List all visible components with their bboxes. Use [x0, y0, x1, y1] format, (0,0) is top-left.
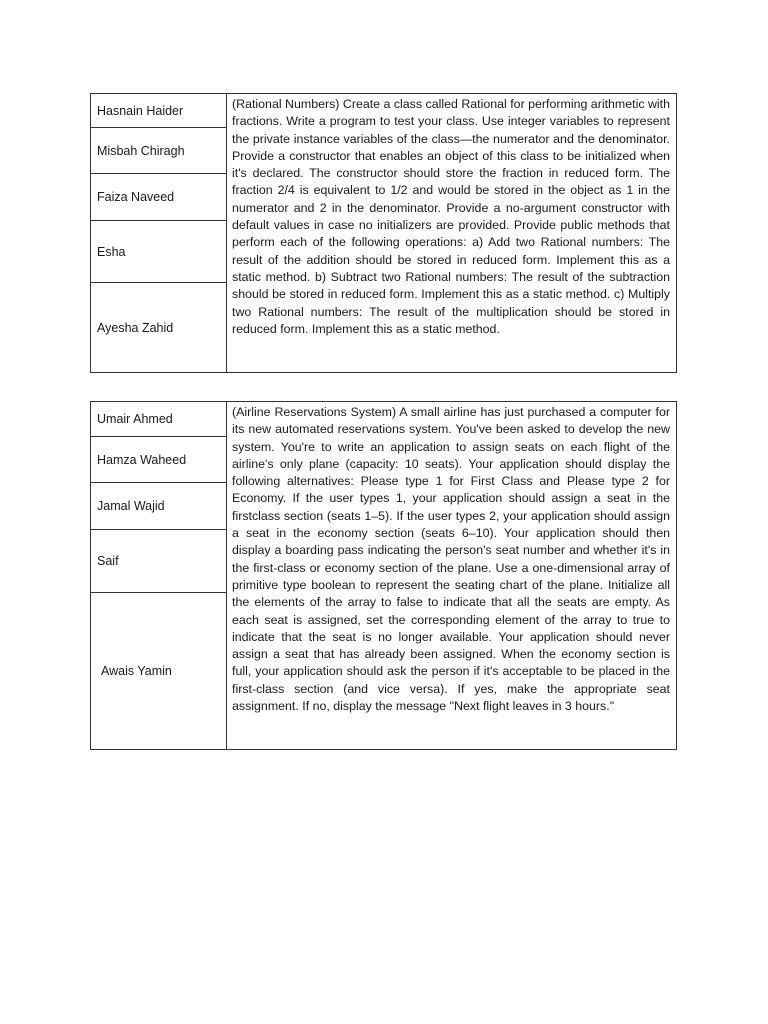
member-name: Umair Ahmed: [91, 402, 226, 437]
assignment-description: (Airline Reservations System) A small airline has just purchased a computer for its new automated reservations system. You've been asked to develop the new system. You're to write an application to assign seats on each flight of the airline's only plane (capacity: 10 seats). Your application should display the following alternatives: Please type 1 for First Class and Please type 2 for Economy. If the user types 1, your application should assign a seat in the firstclass section (seats 1–5). If the user types 2, your application should assign a seat in the economy section (seats 6–10). Your application should then display a boarding pass indicating the person's seat number and whether it's in the first-class or economy section of the plane. Use a one-dimensional array of primitive type boolean to represent the seating chart of the plane. Initialize all the elements of the array to false to indicate that all the seats are empty. As each seat is assigned, set the corresponding element of the array to true to indicate that the seat is no longer available. Your application should never assign a seat that has already been assigned. When the economy section is full, your application should ask the person if it's acceptable to be placed in the first-class section (and vice versa). If yes, make the appropriate seat assignment. If no, display the message "Next flight leaves in 3 hours.": [232, 405, 670, 714]
member-name: Esha: [91, 221, 226, 283]
group-members-column: [91, 402, 227, 749]
assignment-description: (Rational Numbers) Create a class called Rational for performing arithmetic with fractions. Write a program to test your class. Use integer variables to represent the private instance variables of the class—the numerator and the denominator. Provide a constructor that enables an object of this class to be initialized when it's declared. The constructor should store the fraction in reduced form. The fraction 2/4 is equivalent to 1/2 and would be stored in the object as 1 in the numerator and 2 in the denominator. Provide a no-argument constructor with default values in case no initializers are provided. Provide public methods that perform each of the following operations: a) Add two Rational numbers: The result of the addition should be stored in reduced form. Implement this as a static method. b) Subtract two Rational numbers: The result of the subtraction should be stored in reduced form. Implement this as a static method. c) Multiply two Rational numbers: The result of the multiplication should be stored in reduced form. Implement this as a static method.: [232, 97, 670, 336]
member-name: Awais Yamin: [101, 664, 172, 678]
assignment-table-rational-numbers: [90, 93, 677, 373]
member-name: Misbah Chiragh: [91, 128, 226, 174]
assignment-table-airline-reservations: [90, 401, 677, 750]
member-name: Saif: [91, 530, 226, 593]
member-name: Hamza Waheed: [91, 437, 226, 483]
member-name: Jamal Wajid: [91, 483, 226, 530]
member-name: Ayesha Zahid: [97, 320, 174, 335]
group-members-column: [91, 94, 227, 372]
member-name: Faiza Naveed: [91, 174, 226, 221]
member-name: Hasnain Haider: [91, 94, 226, 128]
